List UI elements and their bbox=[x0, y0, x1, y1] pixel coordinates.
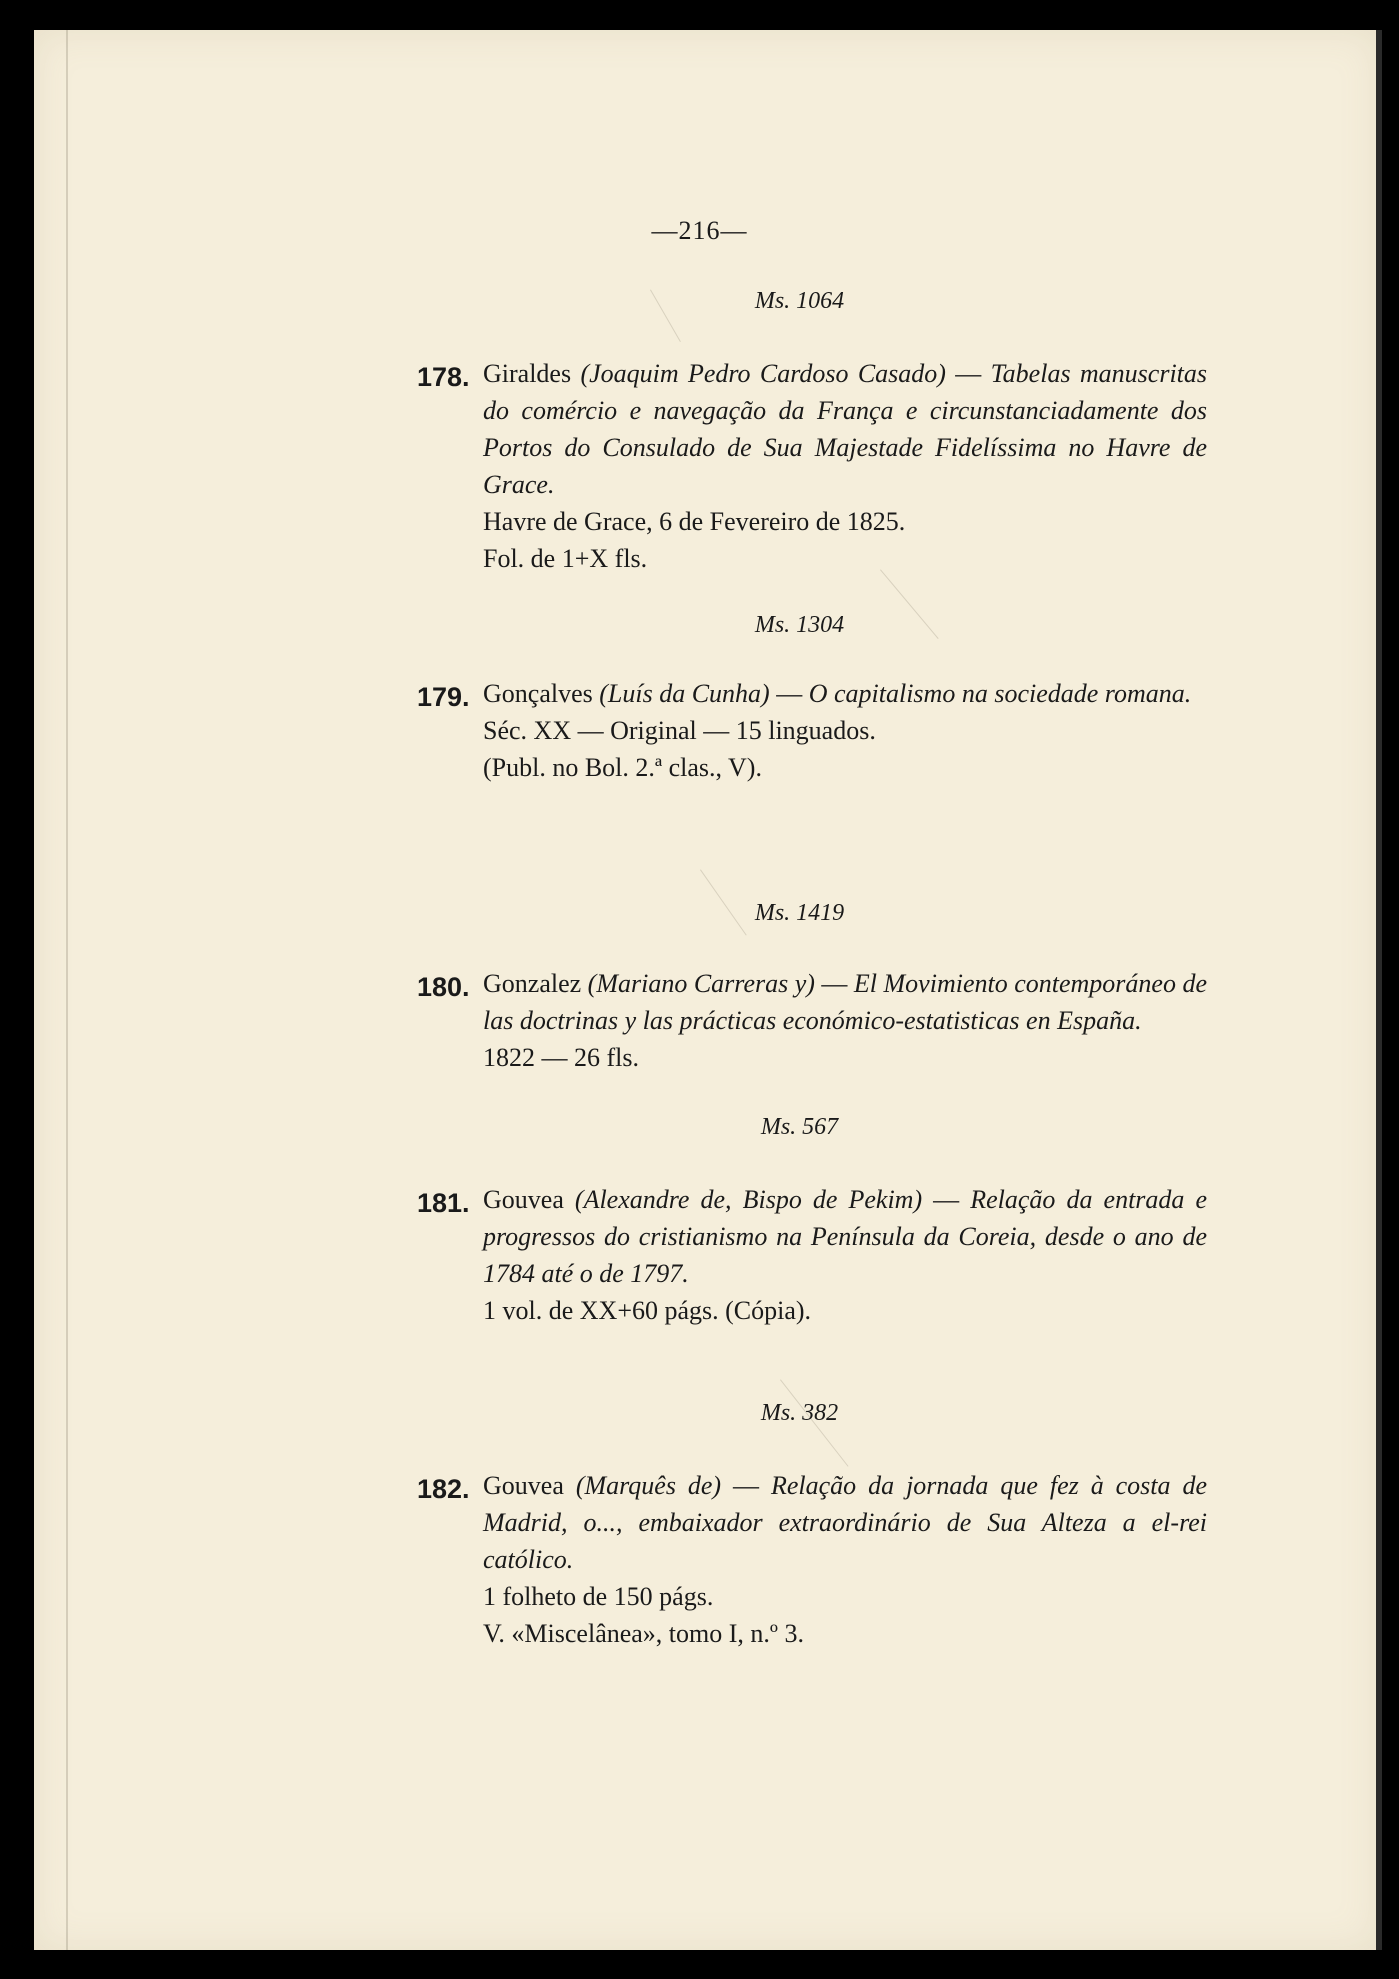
entry-title: O capitalismo na sociedade romana. bbox=[808, 679, 1192, 708]
entry-detail-line: 1822 — 26 fls. bbox=[483, 1043, 639, 1072]
entry-detail-line: 1 folheto de 150 págs. bbox=[483, 1582, 714, 1611]
entry-author: Gonzalez bbox=[483, 969, 582, 998]
manuscript-reference: Ms. 1419 bbox=[754, 900, 845, 926]
page-fold-line bbox=[66, 30, 68, 1950]
entry-author-detail: (Marquês de) bbox=[575, 1471, 722, 1500]
catalog-entry bbox=[483, 675, 1207, 786]
catalog-entry bbox=[483, 965, 1207, 1076]
entry-dash: — bbox=[769, 679, 809, 708]
entry-author-detail: (Luís da Cunha) bbox=[599, 679, 770, 708]
entry-author: Gonçalves bbox=[483, 679, 593, 708]
entry-author-detail: (Mariano Carreras y) bbox=[587, 969, 815, 998]
entry-heading bbox=[483, 355, 1207, 503]
entry-heading bbox=[483, 675, 1207, 712]
catalog-entry bbox=[483, 1467, 1207, 1652]
entry-author: Gouvea bbox=[483, 1471, 564, 1500]
entry-detail-line: Havre de Grace, 6 de Fevereiro de 1825. bbox=[483, 507, 906, 536]
entry-heading bbox=[483, 1467, 1207, 1578]
entry-title: Relação da entrada e progressos do cristianismo na Península da Coreia, desde o ano de 1784 até o de 1797. bbox=[483, 1185, 1208, 1288]
entry-author-detail: (Alexandre de, Bispo de Pekim) bbox=[574, 1185, 923, 1214]
page-right-edge bbox=[1376, 30, 1382, 1950]
catalog-entry bbox=[483, 355, 1207, 577]
entry-title: El Movimiento contemporáneo de las doctrinas y las prácticas económico-estatisticas en España. bbox=[483, 969, 1207, 1035]
entry-number: 181. bbox=[417, 1188, 470, 1218]
entry-author: Gouvea bbox=[483, 1185, 564, 1214]
entry-author: Giraldes bbox=[483, 359, 572, 388]
manuscript-reference: Ms. 567 bbox=[760, 1114, 839, 1140]
manuscript-reference: Ms. 1304 bbox=[754, 612, 845, 638]
entry-title: Tabelas manuscritas do comércio e navegação da França e circunstanciadamente dos Portos do Consulado de Sua Majestade Fidelíssima no Havre de Grace. bbox=[483, 359, 1208, 499]
manuscript-reference: Ms. 382 bbox=[760, 1400, 839, 1426]
entry-number: 182. bbox=[417, 1474, 470, 1504]
entry-detail-line: Séc. XX — Original — 15 linguados. bbox=[483, 716, 876, 745]
entry-number: 180. bbox=[417, 972, 470, 1002]
entry-dash: — bbox=[945, 359, 991, 388]
page-number: —216— bbox=[651, 216, 748, 245]
catalog-entry bbox=[483, 1181, 1207, 1329]
entry-dash: — bbox=[922, 1185, 971, 1214]
entry-detail-line: (Publ. no Bol. 2.ª clas., V). bbox=[483, 753, 762, 782]
entry-detail-line: Fol. de 1+X fls. bbox=[483, 544, 648, 573]
entry-title: Relação da jornada que fez à costa de Madrid, o..., embaixador extraordinário de Sua Alteza a el-rei católico. bbox=[483, 1471, 1208, 1574]
entry-author-detail: (Joaquim Pedro Cardoso Casado) bbox=[580, 359, 946, 388]
entry-heading bbox=[483, 1181, 1207, 1292]
entry-heading bbox=[483, 965, 1207, 1039]
entry-dash: — bbox=[814, 969, 854, 998]
entry-number: 179. bbox=[417, 682, 470, 712]
entry-dash: — bbox=[721, 1471, 771, 1500]
manuscript-reference: Ms. 1064 bbox=[754, 288, 845, 314]
entry-number: 178. bbox=[417, 362, 470, 392]
entry-detail-line: 1 vol. de XX+60 págs. (Cópia). bbox=[483, 1296, 812, 1325]
entry-detail-line: V. «Miscelânea», tomo I, n.º 3. bbox=[483, 1619, 804, 1648]
